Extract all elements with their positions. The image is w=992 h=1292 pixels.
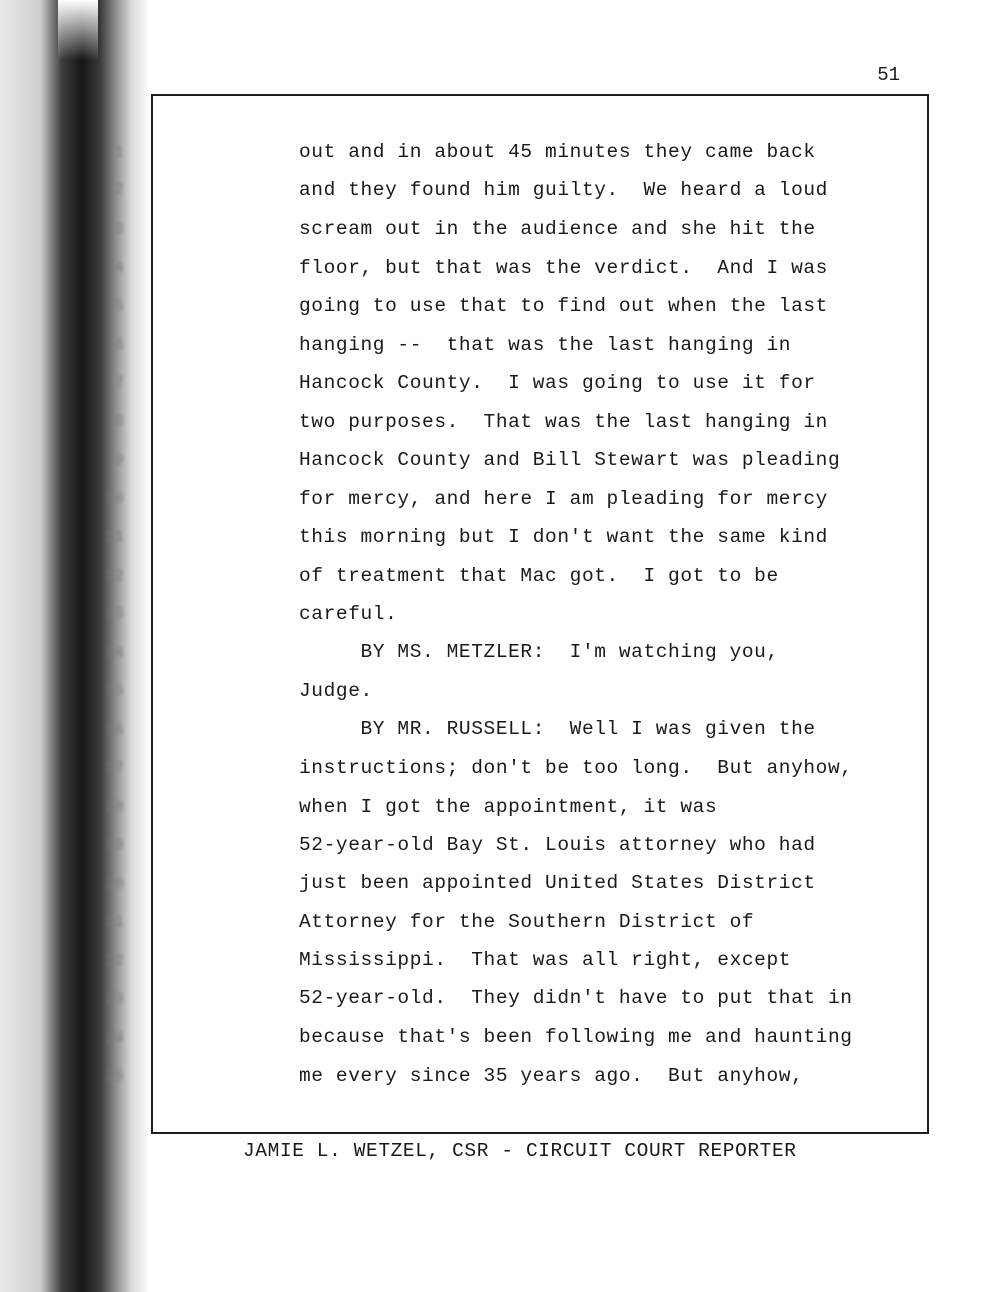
line-number: 9 bbox=[114, 451, 124, 469]
transcript-border bbox=[151, 94, 929, 1134]
transcript-line: 52-year-old Bay St. Louis attorney who had bbox=[299, 834, 816, 856]
transcript-line: of treatment that Mac got. I got to be bbox=[299, 565, 779, 587]
line-number: 12 bbox=[104, 567, 124, 585]
line-number: 15 bbox=[104, 682, 124, 700]
line-number: 22 bbox=[104, 952, 124, 970]
line-number: 16 bbox=[104, 721, 124, 739]
line-number: 14 bbox=[104, 644, 124, 662]
transcript-line: out and in about 45 minutes they came back bbox=[299, 141, 816, 163]
transcript-line: Hancock County. I was going to use it for bbox=[299, 372, 816, 394]
transcript-line: scream out in the audience and she hit the bbox=[299, 218, 816, 240]
line-number: 21 bbox=[104, 913, 124, 931]
page-number: 51 bbox=[877, 64, 900, 86]
transcript-line: Judge. bbox=[299, 680, 373, 702]
transcript-line: floor, but that was the verdict. And I was bbox=[299, 257, 828, 279]
transcript-line: BY MR. RUSSELL: Well I was given the bbox=[299, 718, 816, 740]
line-number: 19 bbox=[104, 836, 124, 854]
transcript-line: two purposes. That was the last hanging in bbox=[299, 411, 828, 433]
line-number: 13 bbox=[104, 605, 124, 623]
line-number: 10 bbox=[104, 490, 124, 508]
transcript-line: and they found him guilty. We heard a loud bbox=[299, 179, 828, 201]
transcript-line: me every since 35 years ago. But anyhow, bbox=[299, 1065, 804, 1087]
line-number: 23 bbox=[104, 990, 124, 1008]
transcript-line: careful. bbox=[299, 603, 398, 625]
line-number: 5 bbox=[114, 297, 124, 315]
transcript-line: when I got the appointment, it was bbox=[299, 796, 718, 818]
transcript-line: BY MS. METZLER: I'm watching you, bbox=[299, 641, 779, 663]
book-spine-shadow bbox=[0, 0, 150, 1292]
line-number: 17 bbox=[104, 759, 124, 777]
line-number: 6 bbox=[114, 336, 124, 354]
transcript-line: Mississippi. That was all right, except bbox=[299, 949, 792, 971]
line-number: 3 bbox=[114, 220, 124, 238]
line-number: 11 bbox=[104, 528, 124, 546]
transcript-line: this morning but I don't want the same kind bbox=[299, 526, 828, 548]
transcript-line: hanging -- that was the last hanging in bbox=[299, 334, 792, 356]
line-number: 7 bbox=[114, 374, 124, 392]
transcript-line: Attorney for the Southern District of bbox=[299, 911, 755, 933]
transcript-line: Hancock County and Bill Stewart was pleading bbox=[299, 449, 841, 471]
line-number: 24 bbox=[104, 1029, 124, 1047]
transcript-line: instructions; don't be too long. But anyhow, bbox=[299, 757, 853, 779]
transcript-line: just been appointed United States District bbox=[299, 872, 816, 894]
line-number: 1 bbox=[114, 143, 124, 161]
transcript-line: going to use that to find out when the last bbox=[299, 295, 828, 317]
line-number: 4 bbox=[114, 259, 124, 277]
line-number: 8 bbox=[114, 413, 124, 431]
transcript-line: because that's been following me and haunting bbox=[299, 1026, 853, 1048]
reporter-footer: JAMIE L. WETZEL, CSR - CIRCUIT COURT REPORTER bbox=[243, 1140, 797, 1162]
line-number: 18 bbox=[104, 798, 124, 816]
line-number: 25 bbox=[104, 1067, 124, 1085]
line-number: 2 bbox=[114, 181, 124, 199]
transcript-line: for mercy, and here I am pleading for mercy bbox=[299, 488, 828, 510]
line-number: 20 bbox=[104, 875, 124, 893]
spine-highlight bbox=[58, 0, 98, 60]
transcript-line: 52-year-old. They didn't have to put that in bbox=[299, 987, 853, 1009]
